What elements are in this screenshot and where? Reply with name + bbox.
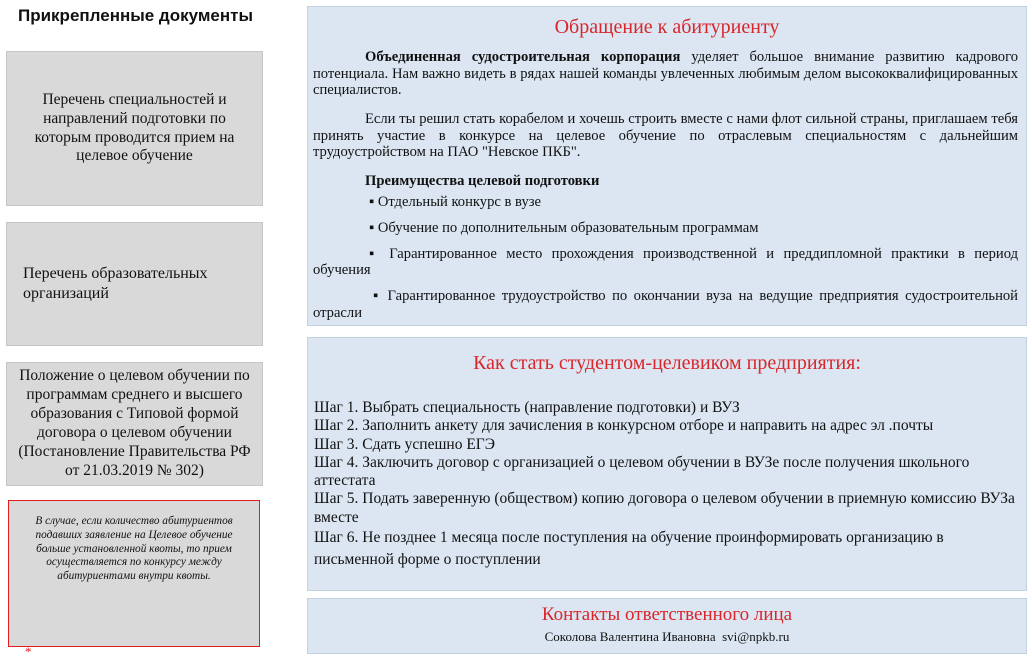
doc-specialties-list[interactable] [6,51,263,206]
contacts-title: Контакты ответственного лица [541,604,793,625]
attached-documents-title: Прикрепленные документы [18,6,253,25]
appeal-intro-text: уделяет большое внимание развитию кадрового потенциала. Нам важно видеть в рядах нашей команды увлеченных любимым делом высококвалифицированных специалистов. [313,49,1018,99]
step-item: Шаг 4. Заключить договор с организацией о целевом обучении в ВУЗе после получения школьного аттестата [314,453,970,490]
doc-targeted-training-regulation[interactable] [6,362,263,486]
appeal-intro [313,49,1018,99]
doc-organizations-label: Перечень образовательных организаций [23,265,208,302]
howto-panel [307,337,1027,591]
contact-email-link[interactable]: svi@npkb.ru [722,629,790,644]
doc-regulation-label: Положение о целевом обучении по программам среднего и высшего образования с Типовой формой договора о целевом обучении (Постановление Правительства РФ от 21.03.2019 № 302) [18,367,251,479]
step-item: Шаг 2. Заполнить анкету для зачисления в конкурсном отборе и направить на адрес эл .почты [314,417,934,435]
advantage-item: ▪ Отдельный конкурс в вузе [369,194,541,211]
appeal-title: Обращение к абитуриенту [554,16,780,38]
appeal-body [313,49,1018,333]
footnote-asterisk: * [25,644,32,659]
advantage-item: ▪ Гарантированное место прохождения производственной и преддипломной практики в период обучения [313,245,1018,279]
advantage-item: ▪ Обучение по дополнительным образовательным программам [369,220,759,236]
step-item: Шаг 6. Не позднее 1 месяца после поступления на обучение проинформировать организацию в письменной форме о поступлении [314,528,944,569]
advantage-item: ▪ Гарантированное трудоустройство по окончании вуза на ведущие предприятия судостроительной отрасли [313,287,1018,321]
contacts-panel [307,598,1027,654]
steps-list [314,399,1018,572]
appeal-panel [307,6,1027,326]
contact-line [308,629,1026,645]
appeal-invite: Если ты решил стать корабелом и хочешь строить вместе с нами флот сильной страны, приглашаем тебя принять участие в конкурсе на целевое обучение по отраслевым специальностям с дальнейшим трудоустройством на ПАО "Невское ПКБ". [313,110,1018,161]
contact-person: Соколова Валентина Ивановна [544,629,716,644]
quota-note [8,500,260,647]
step-item: Шаг 3. Сдать успешно ЕГЭ [314,435,495,453]
doc-specialties-label: Перечень специальностей и направлений подготовки по которым проводится прием на целевое обучение [34,90,235,165]
step-item: Шаг 1. Выбрать специальность (направление подготовки) и ВУЗ [314,399,740,416]
howto-title: Как стать студентом-целевиком предприятия: [473,352,861,374]
quota-note-text: В случае, если количество абитуриентов подавших заявление на Целевое обучение больше установленной квоты, то прием осуществляется по конкурсу между абитуриентами внутри квоты. [35,515,233,583]
advantages-title: Преимущества целевой подготовки [365,172,600,189]
step-item: Шаг 5. Подать заверенную (обществом) копию договора о целевом обучении в приемную комиссию ВУЗа вместе [314,490,1015,526]
corporation-name: Объединенная судостроительная корпорация [365,49,681,65]
doc-educational-organizations[interactable] [6,222,263,346]
